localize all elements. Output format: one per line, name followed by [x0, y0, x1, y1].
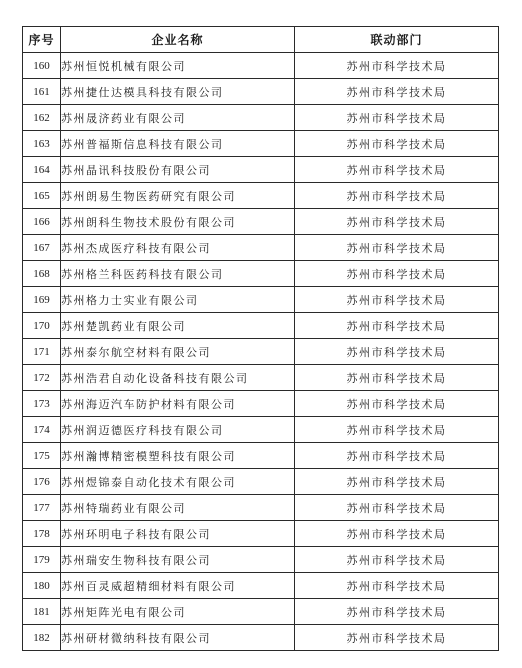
company-name: 苏州环明电子科技有限公司	[61, 521, 295, 547]
table-row	[23, 261, 499, 287]
table-row	[23, 235, 499, 261]
company-name: 苏州百灵威超精细材料有限公司	[61, 573, 295, 599]
header-department: 联动部门	[295, 27, 499, 53]
company-name: 苏州捷仕达模具科技有限公司	[61, 79, 295, 105]
department-name: 苏州市科学技术局	[295, 417, 499, 443]
company-name: 苏州格力士实业有限公司	[61, 287, 295, 313]
table-row	[23, 105, 499, 131]
company-name: 苏州晟济药业有限公司	[61, 105, 295, 131]
department-name: 苏州市科学技术局	[295, 287, 499, 313]
department-name: 苏州市科学技术局	[295, 469, 499, 495]
company-name: 苏州矩阵光电有限公司	[61, 599, 295, 625]
table-row	[23, 131, 499, 157]
company-name: 苏州格兰科医药科技有限公司	[61, 261, 295, 287]
table-row	[23, 313, 499, 339]
header-row	[23, 27, 499, 53]
department-name: 苏州市科学技术局	[295, 573, 499, 599]
row-number: 169	[23, 287, 61, 313]
table-row	[23, 339, 499, 365]
table-row	[23, 547, 499, 573]
company-name: 苏州楚凯药业有限公司	[61, 313, 295, 339]
company-name: 苏州润迈德医疗科技有限公司	[61, 417, 295, 443]
row-number: 175	[23, 443, 61, 469]
department-name: 苏州市科学技术局	[295, 391, 499, 417]
row-number: 164	[23, 157, 61, 183]
table-row	[23, 157, 499, 183]
header-no: 序号	[23, 27, 61, 53]
table-row	[23, 417, 499, 443]
department-name: 苏州市科学技术局	[295, 209, 499, 235]
table-row	[23, 443, 499, 469]
company-name: 苏州瑞安生物科技有限公司	[61, 547, 295, 573]
department-name: 苏州市科学技术局	[295, 625, 499, 651]
department-name: 苏州市科学技术局	[295, 443, 499, 469]
company-table	[22, 26, 499, 651]
table-header	[23, 27, 499, 53]
company-name: 苏州泰尔航空材料有限公司	[61, 339, 295, 365]
table-row	[23, 573, 499, 599]
company-name: 苏州海迈汽车防护材料有限公司	[61, 391, 295, 417]
table-row	[23, 183, 499, 209]
table-row	[23, 53, 499, 79]
table-row	[23, 521, 499, 547]
table-row	[23, 625, 499, 651]
row-number: 182	[23, 625, 61, 651]
row-number: 171	[23, 339, 61, 365]
department-name: 苏州市科学技术局	[295, 53, 499, 79]
department-name: 苏州市科学技术局	[295, 547, 499, 573]
row-number: 176	[23, 469, 61, 495]
header-company: 企业名称	[61, 27, 295, 53]
row-number: 170	[23, 313, 61, 339]
department-name: 苏州市科学技术局	[295, 79, 499, 105]
row-number: 174	[23, 417, 61, 443]
row-number: 167	[23, 235, 61, 261]
company-name: 苏州朗易生物医药研究有限公司	[61, 183, 295, 209]
table-row	[23, 365, 499, 391]
row-number: 161	[23, 79, 61, 105]
department-name: 苏州市科学技术局	[295, 105, 499, 131]
table-body	[23, 53, 499, 651]
table-row	[23, 599, 499, 625]
company-name: 苏州特瑞药业有限公司	[61, 495, 295, 521]
table-row	[23, 79, 499, 105]
company-name: 苏州普福斯信息科技有限公司	[61, 131, 295, 157]
department-name: 苏州市科学技术局	[295, 599, 499, 625]
company-name: 苏州朗科生物技术股份有限公司	[61, 209, 295, 235]
row-number: 166	[23, 209, 61, 235]
company-name: 苏州杰成医疗科技有限公司	[61, 235, 295, 261]
department-name: 苏州市科学技术局	[295, 131, 499, 157]
company-name: 苏州瀚博精密模塑科技有限公司	[61, 443, 295, 469]
department-name: 苏州市科学技术局	[295, 157, 499, 183]
table-row	[23, 287, 499, 313]
row-number: 179	[23, 547, 61, 573]
row-number: 163	[23, 131, 61, 157]
table-row	[23, 391, 499, 417]
row-number: 162	[23, 105, 61, 131]
row-number: 172	[23, 365, 61, 391]
row-number: 173	[23, 391, 61, 417]
row-number: 178	[23, 521, 61, 547]
table-row	[23, 209, 499, 235]
row-number: 181	[23, 599, 61, 625]
department-name: 苏州市科学技术局	[295, 183, 499, 209]
department-name: 苏州市科学技术局	[295, 235, 499, 261]
company-name: 苏州晶讯科技股份有限公司	[61, 157, 295, 183]
row-number: 165	[23, 183, 61, 209]
table-row	[23, 495, 499, 521]
department-name: 苏州市科学技术局	[295, 495, 499, 521]
company-name: 苏州研材微纳科技有限公司	[61, 625, 295, 651]
company-name: 苏州恒悦机械有限公司	[61, 53, 295, 79]
company-name: 苏州浩君自动化设备科技有限公司	[61, 365, 295, 391]
row-number: 160	[23, 53, 61, 79]
row-number: 177	[23, 495, 61, 521]
row-number: 168	[23, 261, 61, 287]
department-name: 苏州市科学技术局	[295, 313, 499, 339]
department-name: 苏州市科学技术局	[295, 365, 499, 391]
document-sheet	[22, 26, 498, 651]
department-name: 苏州市科学技术局	[295, 521, 499, 547]
table-row	[23, 469, 499, 495]
company-name: 苏州煜锦泰自动化技术有限公司	[61, 469, 295, 495]
department-name: 苏州市科学技术局	[295, 261, 499, 287]
row-number: 180	[23, 573, 61, 599]
department-name: 苏州市科学技术局	[295, 339, 499, 365]
